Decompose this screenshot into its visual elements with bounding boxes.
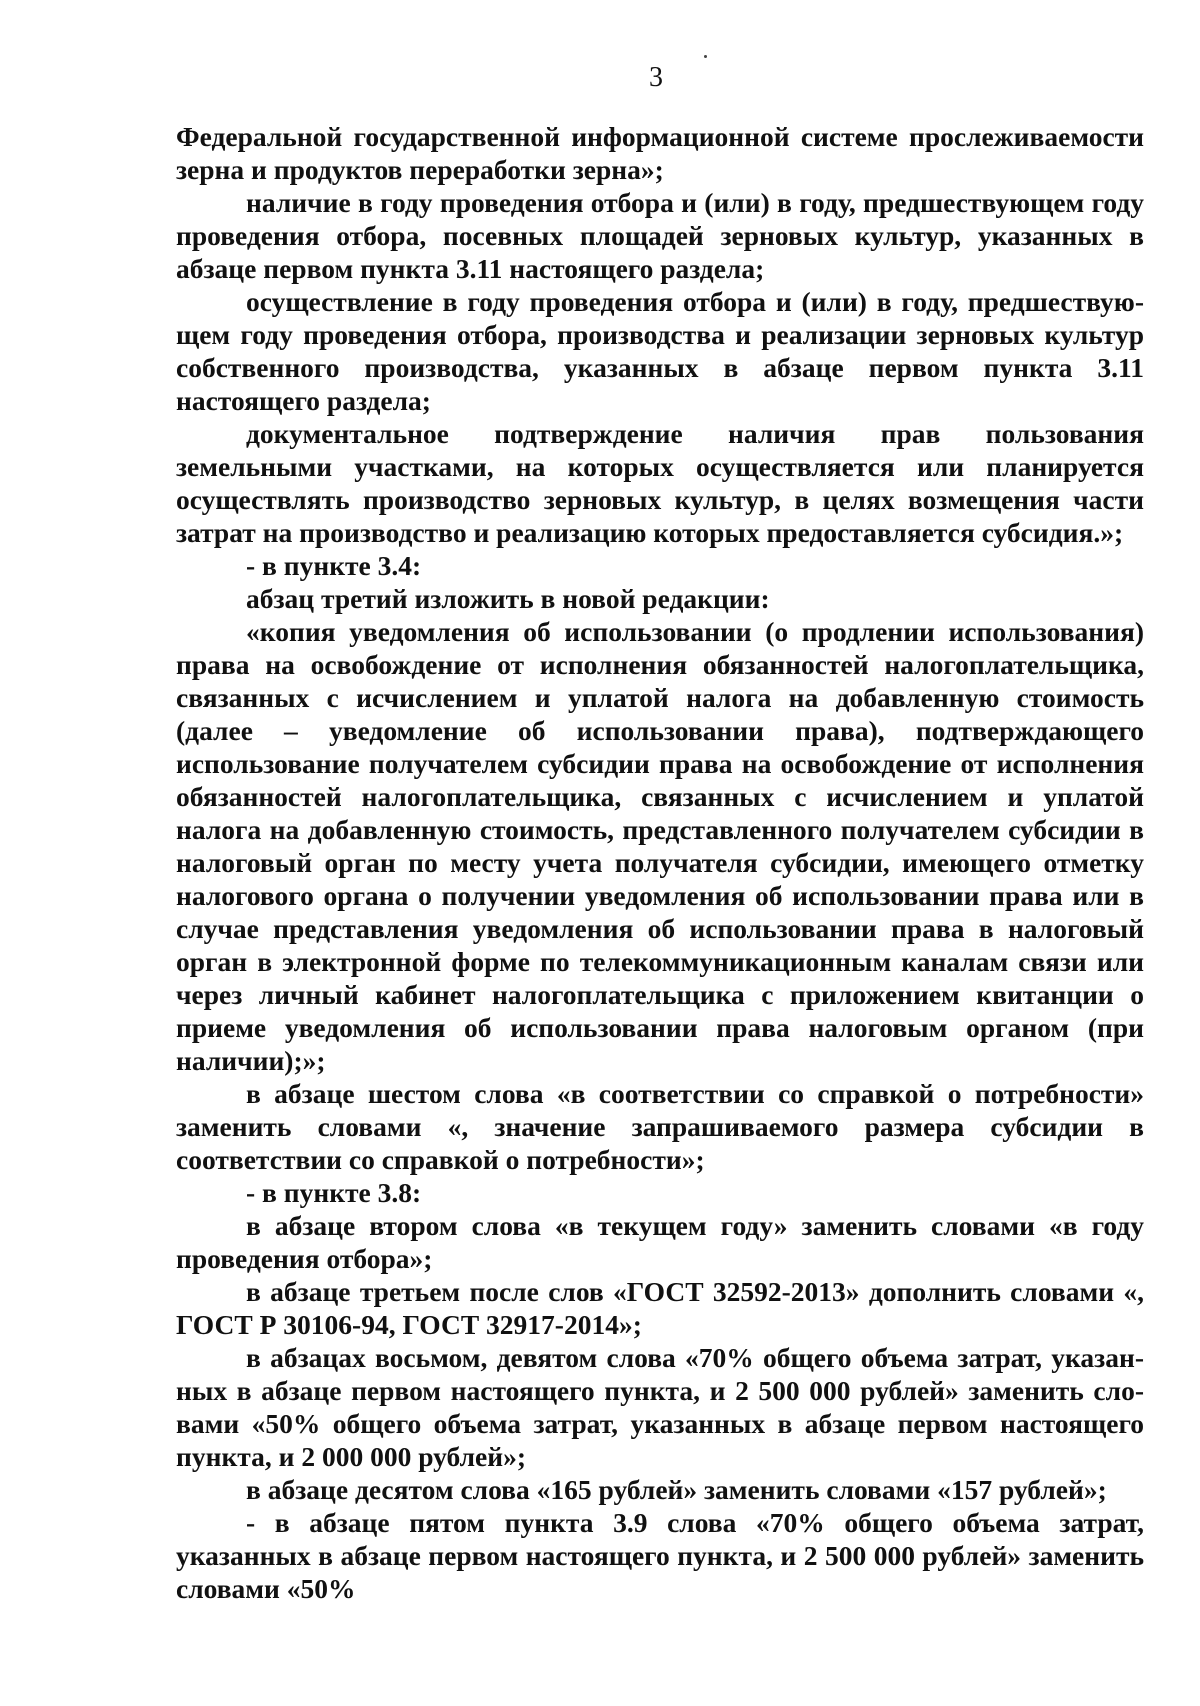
paragraph: документальное подтверждение наличия прав пользования земельными участками, на которых осуществляется или планируется осуществлять производство зерновых культур, в целях возмещения части затрат на производство и реализацию которых предоставляется субсидия.»;	[176, 418, 1144, 548]
document-body	[176, 120, 1144, 1605]
page-number: 3	[649, 62, 663, 93]
paragraph: - в пункте 3.8:	[246, 1177, 422, 1208]
paragraph: в абзаце шестом слова «в соответствии со справкой о потребности» заменить словами «, значение запрашиваемого размера субсидии в соответствии со справкой о потребности»;	[176, 1078, 1144, 1175]
paragraph: наличие в году проведения отбора и (или) в году, предшествующем году проведения отбора, посевных площадей зерновых культур, указанных в абзаце первом пункта 3.11 настоящего раздела;	[176, 187, 1144, 284]
paragraph: в абзацах восьмом, девятом слова «70% общего объема затрат, указанных в абзаце первом настоящего пункта, и 2 500 000 рублей» заменить словами «50% общего объема затрат, указанных в абзаце первом настоящего пункта, и 2 000 000 рублей»;	[176, 1342, 1144, 1472]
paragraph: осуществление в году проведения отбора и (или) в году, предшествующем году проведения отбора, производства и реализации зерновых культур собственного производства, указанных в абзаце первом пункта 3.11 настоящего раздела;	[176, 286, 1144, 416]
paragraph: в абзаце десятом слова «165 рублей» заменить словами «157 рублей»;	[246, 1474, 1107, 1505]
paragraph: в абзаце третьем после слов «ГОСТ 32592-2013» дополнить словами «, ГОСТ Р 30106-94, ГОСТ 32917-2014»;	[176, 1276, 1144, 1340]
paragraph: в абзаце втором слова «в текущем году» заменить словами «в году проведения отбора»;	[176, 1210, 1144, 1274]
paragraph: «копия уведомления об использовании (о продлении использования) права на освобождение от исполнения обязанностей налогоплательщика, связанных с исчислением и уплатой налога на добавленную стоимость (далее – уведомление об использовании права), подтверждающего использование получателем субсидии права на освобождение от исполнения обязанностей налогоплательщика, связанных с исчислением и уплатой налога на добавленную стоимость, представленного получателем субсидии в налоговый орган по месту учета получателя субсидии, имеющего отметку налогового органа о получении уведомления об использовании права или в случае представления уведомления об использовании права в налоговый орган в электронной форме по телекоммуникационным каналам связи или через личный кабинет налогоплательщика с приложением квитанции о приеме уведомления об использовании права налоговым органом (при наличии);»;	[176, 616, 1144, 1076]
paragraph: абзац третий изложить в новой редакции:	[246, 583, 770, 614]
paragraph: Федеральной государственной информационной системе прослеживаемости зерна и продуктов переработки зерна»;	[176, 121, 1144, 185]
paragraph: - в абзаце пятом пункта 3.9 слова «70% общего объема затрат, указанных в абзаце первом настоящего пункта, и 2 500 000 рублей» заменить словами «50%	[176, 1507, 1144, 1604]
paragraph: - в пункте 3.4:	[246, 550, 422, 581]
scan-speck	[704, 55, 707, 58]
